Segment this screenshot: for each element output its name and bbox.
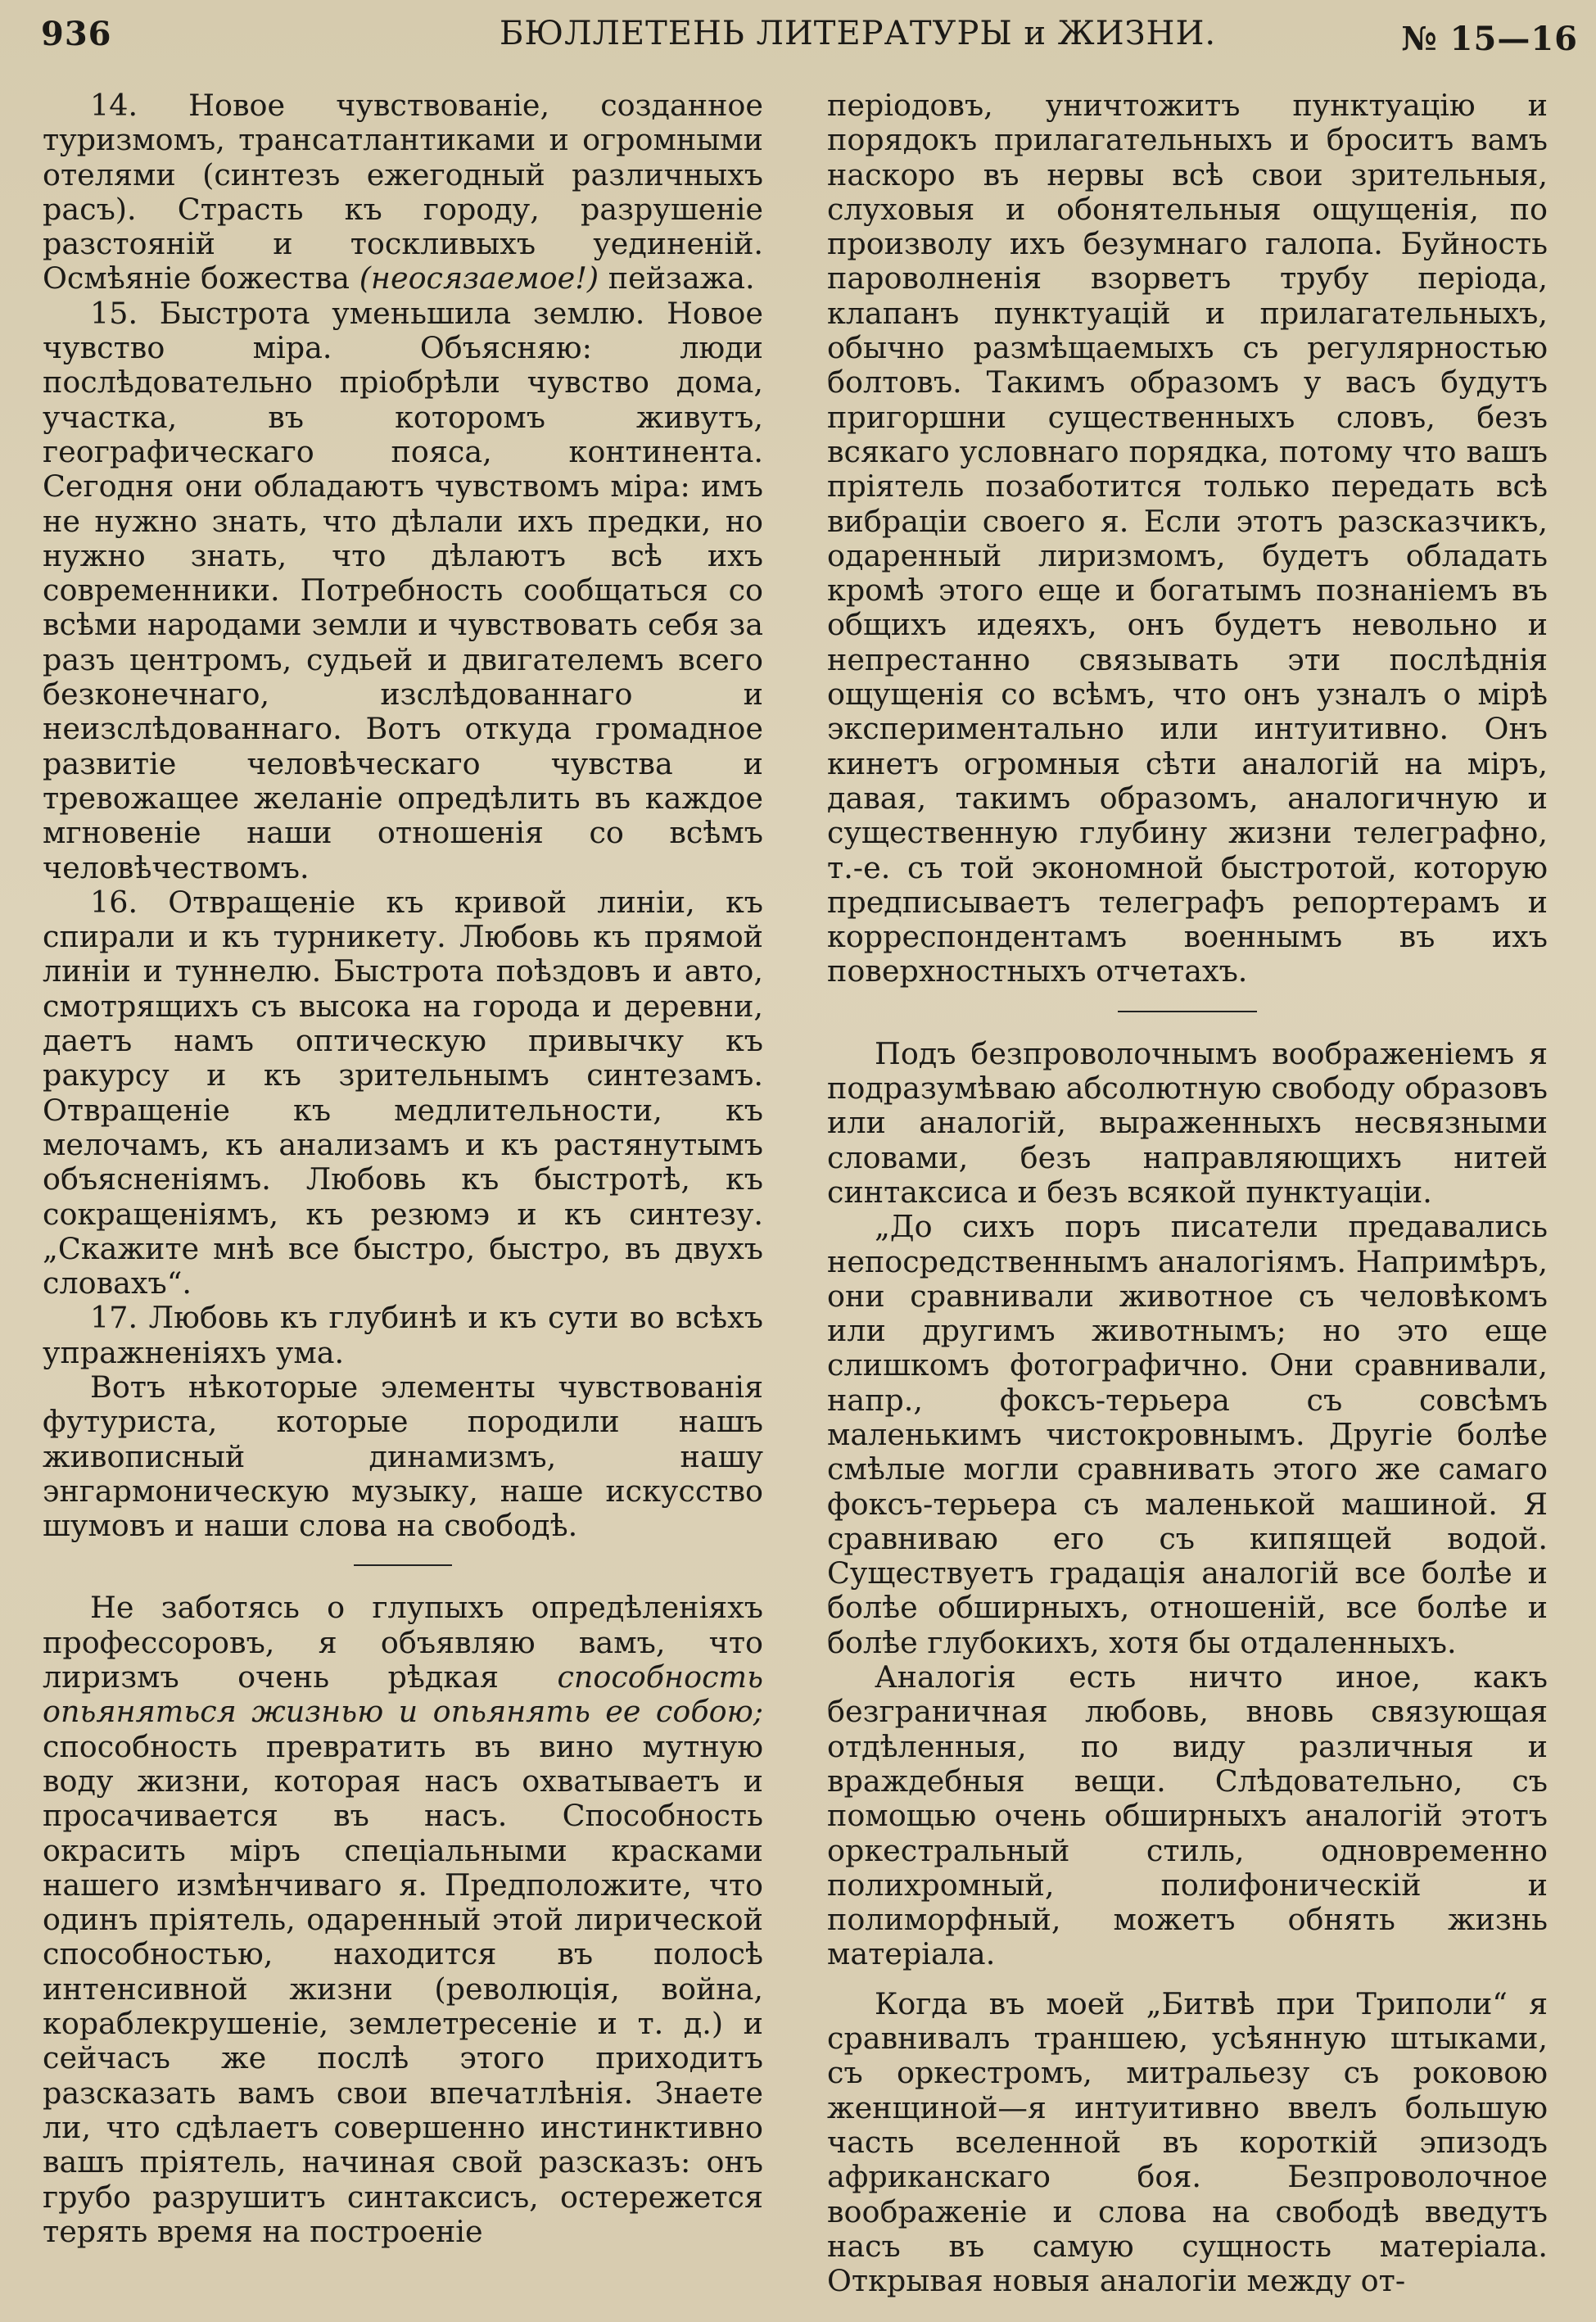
running-title: БЮЛЛЕТЕНЬ ЛИТЕРАТУРЫ и ЖИЗНИ. [500, 15, 1217, 52]
paragraph-summary: Вотъ нѣкоторые элементы чувствованія футуриста, которые породили нашъ живописный динамизмъ, нашу энгармоническую музыку, наше искусство шумовъ и наши слова на свободѣ. [43, 1369, 763, 1544]
paragraph-wireless-imagination: Подъ безпроволочнымъ воображеніемъ я подразумѣваю абсолютную свободу образовъ или аналогій, выраженныхъ несвязными словами, безъ направляющихъ нитей синтаксиса и безъ всякой пунктуаціи. [827, 1035, 1548, 1210]
right-column [827, 88, 1548, 2298]
left-column [43, 88, 763, 2249]
paragraph-16: 16. Отвращеніе къ кривой линіи, къ спирали и къ турникету. Любовь къ прямой линіи и туннелю. Быстрота поѣздовъ и авто, смотрящихъ съ высока на города и деревни, даетъ намъ оптическую привычку къ ракурсу и къ зрительнымъ синтезамъ. Отвращеніе къ медлительности, къ мелочамъ, къ анализамъ и къ растянутымъ объясненіямъ. Любовь къ быстротѣ, къ сокращеніямъ, къ резюмэ и къ синтезу. „Скажите мнѣ все быстро, быстро, въ двухъ словахъ“. [43, 884, 763, 1301]
paragraph-analogies-quote: „До сихъ поръ писатели предавались непосредственнымъ аналогіямъ. Напримѣръ, они сравнивали животное съ человѣкомъ или другимъ животнымъ; но это еще слишкомъ фотографично. Они сравнивали, напр., фоксъ-терьера съ совсѣмъ маленькимъ чистокровнымъ. Другіе болѣе смѣлые могли сравнивать этого же самаго фоксъ-терьера съ маленькой машиной. Я сравниваю его съ кипящей водой. Существуетъ градація аналогій все болѣе и болѣе обширныхъ, отношеній, все болѣе и болѣе глубокихъ, хотя бы отдаленныхъ. [827, 1209, 1548, 1660]
page-number: 936 [41, 15, 112, 53]
paragraph-17: 17. Любовь къ глубинѣ и къ сути во всѣхъ упражненіяхъ ума. [43, 1300, 763, 1370]
italic-phrase: (неосязаемое!) [359, 260, 599, 296]
italic-phrase: способность опьяняться жизнью и опьянять ее собою; [43, 1659, 763, 1730]
section-divider [354, 1564, 452, 1566]
section-divider [1118, 1011, 1257, 1012]
paragraph-analogy: Аналогія есть ничто иное, какъ безграничная любовь, вновь связующая отдѣленныя, по виду различныя и враждебныя вещи. Слѣдовательно, съ помощью очень обширныхъ аналогій этотъ оркестральный стиль, одновременно полихромный, полифоническій и полиморфный, можетъ обнять жизнь матеріала. [827, 1659, 1548, 1972]
paragraph-14: 14. Новое чувствованіе, созданное туризмомъ, трансатлантиками и огромными отелями (синтезъ ежегодный различныхъ расъ). Страсть къ городу, разрушеніе разстояній и тоскливыхъ уединеній. Осмѣяніе божества (неосязаемое!) пейзажа. [43, 88, 763, 296]
paragraph-continued: періодовъ, уничтожитъ пунктуацію и порядокъ прилагательныхъ и броситъ вамъ наскоро въ нервы всѣ свои зрительныя, слуховыя и обонятельныя ощущенія, по произволу ихъ безумнаго галопа. Буйность пароволненія взорветъ трубу періода, клапанъ пунктуацій и прилагательныхъ, обычно размѣщаемыхъ съ регулярностью болтовъ. Такимъ образомъ у васъ будутъ пригоршни существенныхъ словъ, безъ всякаго условнаго порядка, потому что вашъ пріятель позаботится только передать всѣ вибраціи своего я. Если этотъ разсказчикъ, одаренный лиризмомъ, будетъ обладать кромѣ этого еще и богатымъ познаніемъ въ общихъ идеяхъ, онъ будетъ невольно и непрестанно связывать эти послѣднія ощущенія со всѣмъ, что онъ узналъ о мірѣ экспериментально или интуитивно. Онъ кинетъ огромныя сѣти аналогій на міръ, давая, такимъ образомъ, аналогичную и существенную глубину жизни телеграфно, т.-е. съ той экономной быстротой, которую предписываетъ телеграфъ репортерамъ и корреспондентамъ военнымъ въ ихъ поверхностныхъ отчетахъ. [827, 88, 1548, 989]
paragraph-15: 15. Быстрота уменьшила землю. Новое чувство міра. Объясняю: люди послѣдовательно пріобрѣли чувство дома, участка, въ которомъ живутъ, географическаго пояса, континента. Сегодня они обладаютъ чувствомъ міра: имъ не нужно знать, что дѣлали ихъ предки, но нужно знать, что дѣлаютъ всѣ ихъ современники. Потребность сообщаться со всѣми народами земли и чувствовать себя за разъ центромъ, судьей и двигателемъ всего безконечнаго, изслѣдованнаго и неизслѣдованнаго. Вотъ откуда громадное развитіе человѣческаго чувства и тревожащее желаніе опредѣлить въ каждое мгновеніе наши отношенія со всѣмъ человѣчествомъ. [43, 295, 763, 885]
page-header [41, 15, 1578, 64]
paragraph-tripoli: Когда въ моей „Битвѣ при Триполи“ я сравнивалъ траншею, усѣянную штыками, съ оркестромъ, митральезу съ роковою женщиной—я интуитивно ввелъ большую часть вселенной въ короткій эпизодъ африканскаго боя. Безпроволочное воображеніе и слова на свободѣ введутъ насъ въ самую сущность матеріала. Открывая новыя аналогіи между от- [827, 1985, 1548, 2299]
paragraph-lyricism: Не заботясь о глупыхъ опредѣленіяхъ профессоровъ, я объявляю вамъ, что лиризмъ очень рѣдкая способность опьяняться жизнью и опьянять ее собою; способность превратить въ вино мутную воду жизни, которая насъ охватываетъ и просачивается въ насъ. Способность окрасить міръ спеціальными красками нашего измѣнчиваго я. Предположите, что одинъ пріятель, одаренный этой лирической способностью, находится въ полосѣ интенсивной жизни (революція, война, кораблекрушеніе, землетресеніе и т. д.) и сейчасъ же послѣ этого приходитъ разсказать вамъ свои впечатлѣнія. Знаете ли, что сдѣлаетъ совершенно инстинктивно вашъ пріятель, начиная свой разсказъ: онъ грубо разрушитъ синтаксисъ, остережется терять время на построеніе [43, 1590, 763, 2249]
issue-number: № 15—16 [1401, 20, 1578, 58]
